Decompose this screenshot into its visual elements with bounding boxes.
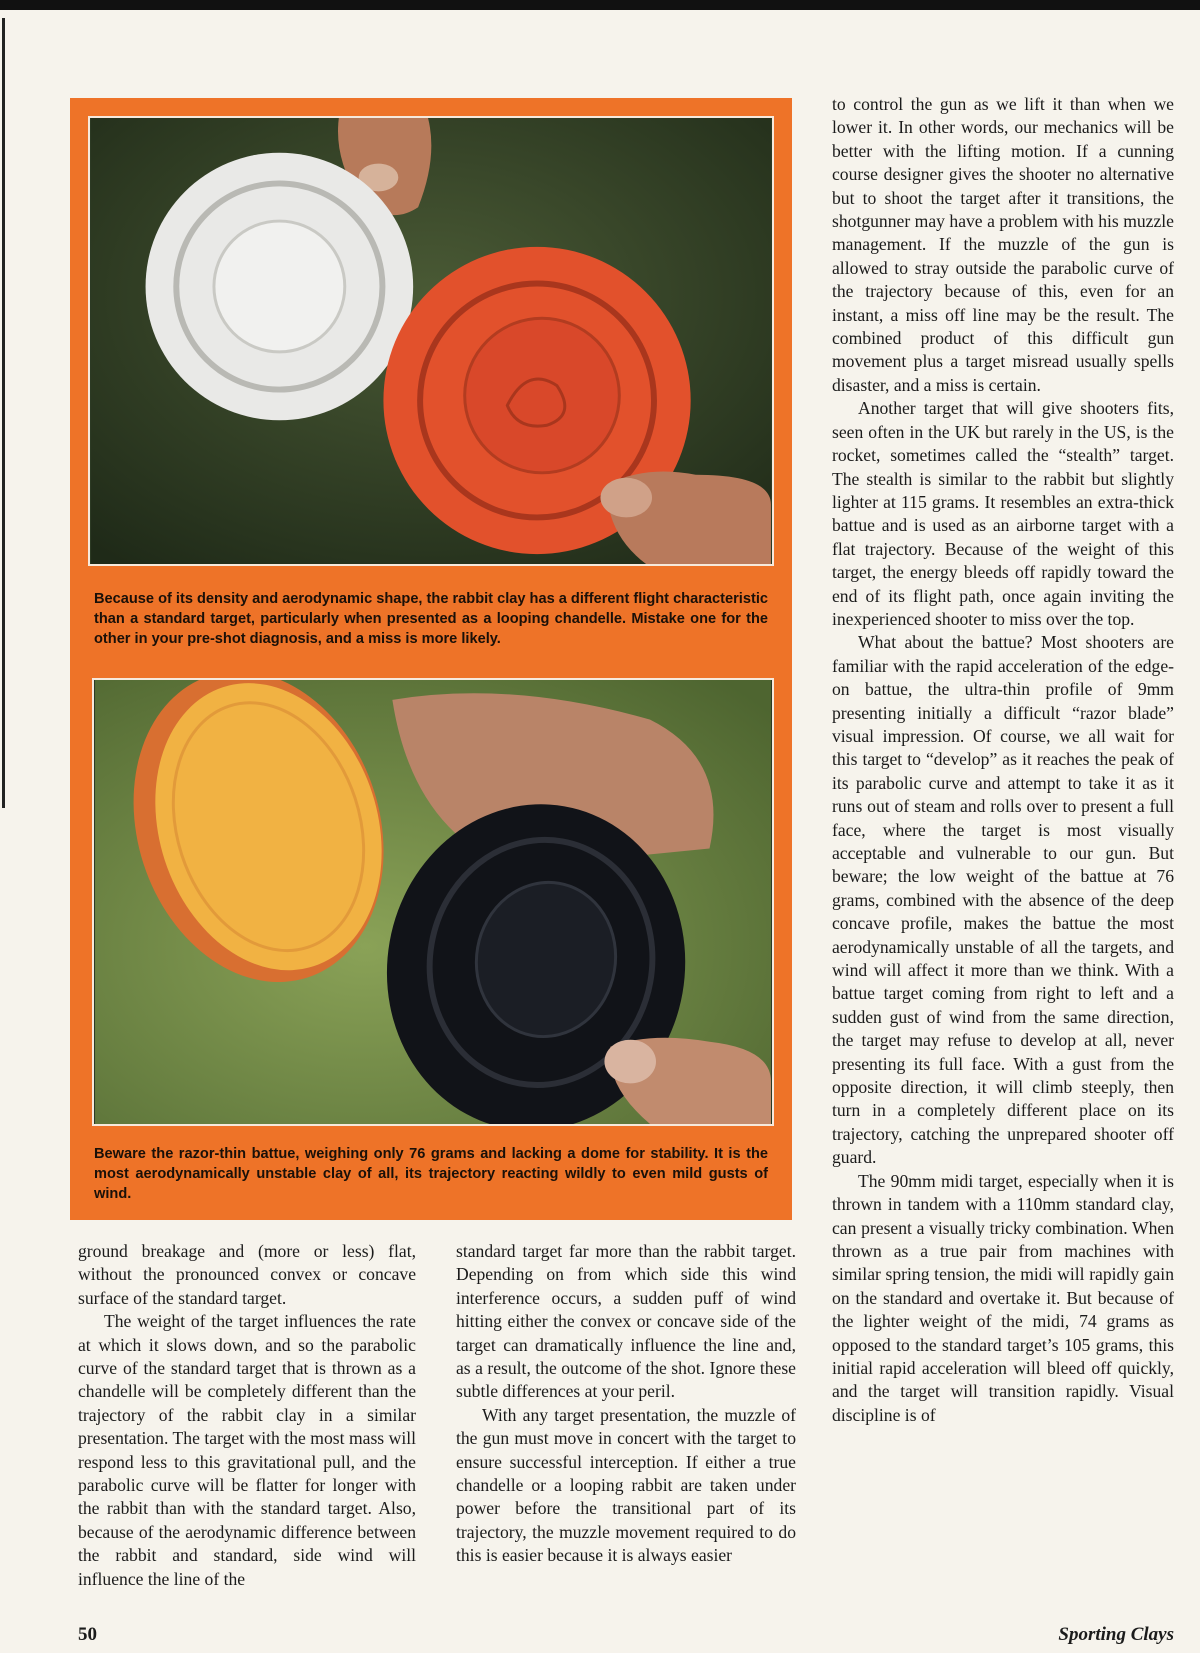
paragraph: What about the battue? Most shooters are familiar with the rapid acceleration of the edge-on battue, the ultra-thin profile of 9mm presenting initially a difficult “razor blade” visual impression. Of course, we all wait for this target to “develop” as it reaches the peak of its parabolic curve and attempt to take it as it runs out of steam and rolls over to present a full face, where the target is most visually acceptable and vulnerable to our gun. But beware; the low weight of the battue at 76 grams, combined with the absence of the deep concave profile, makes the battue the most aerodynamically unstable of all the targets, and wind will affect it more than we think. With a battue target coming from right to left and a sudden gust of wind from the same direction, the target may refuse to develop at all, never presenting its full face. With a gust from the opposite direction, it will climb steeply, then turn in a completely different place on its trajectory, catching the unprepared shooter off guard. bbox=[832, 632, 1174, 1168]
paragraph: With any target presentation, the muzzle of the gun must move in concert with the target to ensure successful interception. If either a true chandelle or a looping rabbit are taken under power before the transitional part of its trajectory, the muzzle movement required to do this is easier because it is always easier bbox=[456, 1404, 796, 1566]
top-edge-bar bbox=[0, 0, 1200, 10]
rabbit-standard-clays-illustration bbox=[90, 118, 772, 564]
paragraph: Another target that will give shooters fits, seen often in the UK but rarely in the US, is the rocket, sometimes called the “stealth” target. The stealth is similar to the rabbit but slightly lighter at 115 grams. It resembles an extra-thick battue and is used as an airborne target with a flat trajectory. Because of the weight of this target, the energy bleeds off rapidly toward the end of its flight path, once again inviting the inexperienced shooter to miss over the top. bbox=[832, 398, 1174, 629]
left-edge-rule bbox=[2, 18, 5, 808]
paragraph: The weight of the target influences the rate at which it slows down, and so the parabolic curve of the standard target that is thrown as a chandelle will be completely different than the trajectory of the rabbit clay in a similar presentation. The target with the most mass will respond less to this gravitational pull, and the parabolic curve will be flatter for longer with the rabbit than with the standard target. Also, because of the aerodynamic difference between the rabbit and standard, side wind will influence the line of the bbox=[78, 1311, 416, 1589]
article-column-right bbox=[832, 93, 1174, 1427]
figure-panel bbox=[70, 98, 792, 1220]
photo-rabbit-vs-standard-clay bbox=[88, 116, 774, 566]
article-column-left bbox=[78, 1240, 416, 1591]
figure-caption-1: Because of its density and aerodynamic shape, the rabbit clay has a different flight characteristic than a standard target, particularly when presented as a looping chandelle. Mistake one for the other in your pre-shot diagnosis, and a miss is more likely. bbox=[94, 591, 768, 647]
photo-battue-clay bbox=[92, 678, 774, 1126]
paragraph: to control the gun as we lift it than when we lower it. In other words, our mechanics will be better with the lifting motion. If a cunning course designer gives the shooter no alternative but to shoot the target after it transitions, the shotgunner may have a problem with his muzzle management. If the muzzle of the gun is allowed to stray outside the parabolic curve of the trajectory because of this, even for an instant, a miss off line may be the result. The combined product of this difficult gun movement plus a target misread usually spells disaster, and a miss is certain. bbox=[832, 94, 1174, 395]
article-column-middle bbox=[456, 1240, 796, 1568]
battue-clays-illustration bbox=[94, 680, 772, 1124]
paragraph: standard target far more than the rabbit target. Depending on from which side this wind interference occurs, a sudden puff of wind hitting either the convex or concave side of the target can dramatically influence the line and, as a result, the outcome of the shot. Ignore these subtle differences at your peril. bbox=[456, 1241, 796, 1402]
page-number: 50 bbox=[78, 1624, 97, 1645]
paragraph: ground breakage and (more or less) flat, without the pronounced convex or concave surface of the standard target. bbox=[78, 1241, 416, 1308]
standard-clay bbox=[146, 153, 414, 421]
paragraph: The 90mm midi target, especially when it is thrown in tandem with a 110mm standard clay, can present a visually tricky combination. When thrown as a true pair from machines with similar spring tension, the midi will rapidly gain on the standard and overtake it. But because of the lighter weight of the midi, 74 grams as opposed to the standard target’s 105 grams, this initial rapid acceleration will bleed off quickly, and the target will transition rapidly. Visual discipline is of bbox=[832, 1170, 1174, 1425]
magazine-title: Sporting Clays bbox=[1058, 1624, 1174, 1645]
figure-caption-2: Beware the razor-thin battue, weighing only 76 grams and lacking a dome for stability. It is the most aerodynamically unstable clay of all, its trajectory reacting wildly to even mild gusts of wind. bbox=[94, 1146, 768, 1202]
